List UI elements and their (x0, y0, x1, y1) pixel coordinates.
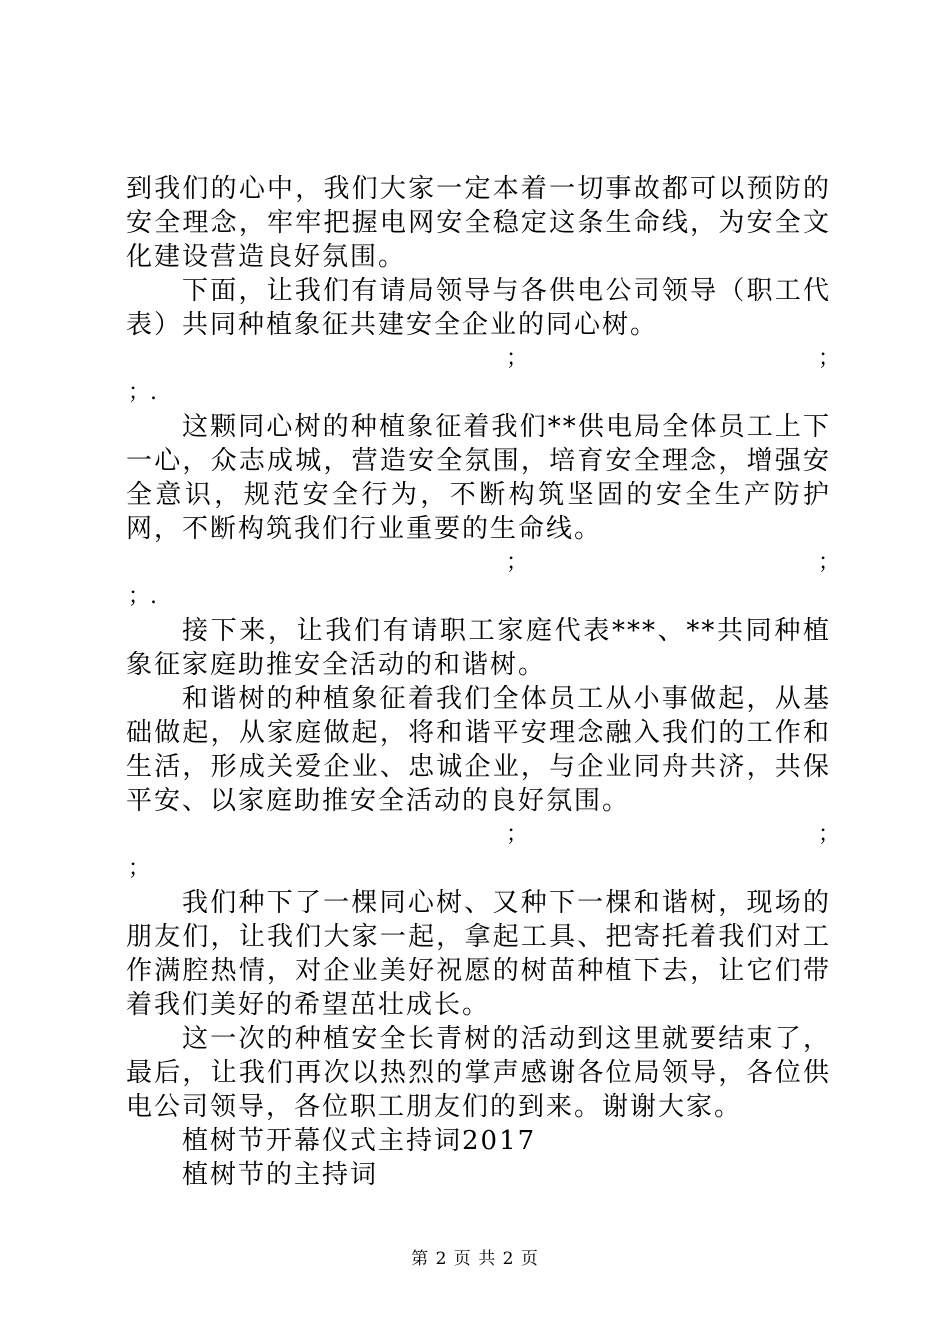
page-footer: 第 2 页 共 2 页 (411, 1249, 539, 1269)
heading-ceremony-script: 植树节开幕仪式主持词2017 (182, 1126, 537, 1156)
separator-mark: ； (818, 822, 841, 847)
paragraph-closing: 这一次的种植安全长青树的活动到这里就要结束了，最后，让我们再次以热烈的掌声感谢各位局领导，各位供电公司领导，各位职工朋友们的到来。谢谢大家。 (126, 1024, 831, 1122)
separator-mark: ； (506, 822, 529, 847)
document-body (126, 172, 841, 1192)
separator-row (126, 818, 841, 886)
paragraph-unity-tree: 这颗同心树的种植象征着我们**供电局全体员工上下一心，众志成城，营造安全氛围，培育安全理念，增强安全意识，规范安全行为，不断构筑坚固的安全生产防护网，不断构筑我们行业重要的生命线。 (126, 412, 831, 544)
separator-mark: ； (128, 856, 151, 881)
paragraph-invite-families: 接下来，让我们有请职工家庭代表***、**共同种植象征家庭助推安全活动的和谐树。 (126, 616, 831, 680)
separator-mark: ； (818, 346, 841, 371)
paragraph-planting: 我们种下了一棵同心树、又种下一棵和谐树，现场的朋友们，让我们大家一起，拿起工具、把寄托着我们对工作满腔热情，对企业美好祝愿的树苗种植下去，让它们带着我们美好的希望茁壮成长。 (126, 888, 831, 1020)
separator-mark: ；. (128, 380, 157, 405)
separator-row (126, 546, 841, 614)
separator-row (126, 342, 841, 410)
separator-mark: ； (506, 346, 529, 371)
paragraph-harmony-tree: 和谐树的种植象征着我们全体员工从小事做起，从基础做起，从家庭做起，将和谐平安理念融入我们的工作和生活，形成关爱企业、忠诚企业，与企业同舟共济，共保平安、以家庭助推安全活动的良好氛围。 (126, 684, 831, 816)
paragraph-continuation: 到我们的心中，我们大家一定本着一切事故都可以预防的安全理念，牢牢把握电网安全稳定这条生命线，为安全文化建设营造良好氛围。 (126, 174, 831, 272)
paragraph-invite-leaders: 下面，让我们有请局领导与各供电公司领导（职工代表）共同种植象征共建安全企业的同心树。 (126, 276, 831, 340)
separator-mark: ； (506, 550, 529, 575)
separator-mark: ；. (128, 584, 157, 609)
heading-host-script: 植树节的主持词 (182, 1160, 379, 1190)
separator-mark: ； (818, 550, 841, 575)
